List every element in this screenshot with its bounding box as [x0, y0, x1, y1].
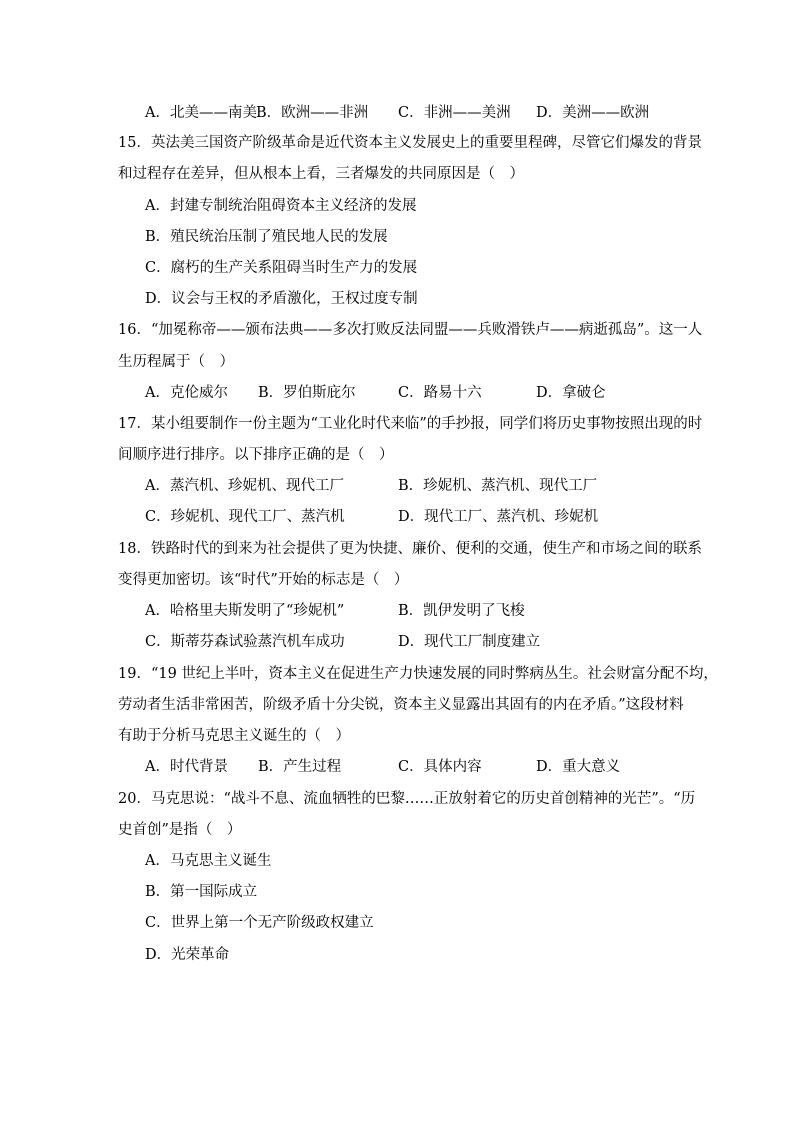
question-stem: 19．“19 世纪上半叶，资本主义在促进生产力快速发展的同时弊病丛生。社会财富分配不均， [118, 666, 718, 682]
question-stem: 17．某小组要制作一份主题为“工业化时代来临”的手抄报，同学们将历史事物按照出现的时 [118, 416, 703, 432]
question-stem: 有助于分析马克思主义诞生的（ ） [118, 728, 350, 744]
option-b: B．罗伯斯庇尔 [258, 385, 356, 401]
option-d: D．美洲——欧洲 [536, 105, 650, 121]
option-b: B．凯伊发明了飞梭 [398, 603, 525, 619]
question-stem: 劳动者生活非常困苦，阶级矛盾十分尖锐，资本主义显露出其固有的内在矛盾。”这段材料 [118, 697, 684, 713]
option-a: A．时代背景 [145, 759, 228, 775]
option-c: C．斯蒂芬森试验蒸汽机车成功 [145, 634, 345, 650]
option-b: B．第一国际成立 [145, 884, 258, 900]
option-a: A．克伦威尔 [145, 385, 228, 401]
option-d: D．现代工厂、蒸汽机、珍妮机 [398, 509, 599, 525]
option-d: D．光荣革命 [145, 947, 230, 963]
option-c: C．非洲——美洲 [398, 105, 511, 121]
question-stem: 20．马克思说：“战斗不息、流血牺牲的巴黎……正放射着它的历史首创精神的光芒”。“历 [118, 791, 696, 807]
option-c: C．世界上第一个无产阶级政权建立 [145, 915, 374, 931]
option-b: B．珍妮机、蒸汽机、现代工厂 [398, 478, 598, 494]
question-stem: 生历程属于（ ） [118, 354, 234, 370]
question-stem: 和过程存在差异，但从根本上看，三者爆发的共同原因是（ ） [118, 166, 524, 182]
option-a: A．哈格里夫斯发明了“珍妮机” [145, 603, 345, 619]
option-d: D．拿破仑 [536, 385, 606, 401]
option-d: D．现代工厂制度建立 [398, 634, 541, 650]
option-d: D．议会与王权的矛盾激化，王权过度专制 [145, 291, 418, 307]
option-c: C．珍妮机、现代工厂、蒸汽机 [145, 509, 345, 525]
question-stem: 18．铁路时代的到来为社会提供了更为快捷、廉价、便利的交通，使生产和市场之间的联系 [118, 541, 702, 557]
option-a: A．蒸汽机、珍妮机、现代工厂 [145, 478, 344, 494]
option-b: B．产生过程 [258, 759, 342, 775]
option-d: D．重大意义 [536, 759, 621, 775]
option-c: C．路易十六 [398, 385, 482, 401]
option-c: C．腐朽的生产关系阻碍当时生产力的发展 [145, 260, 418, 276]
question-stem: 变得更加密切。该“时代”开始的标志是（ ） [118, 572, 409, 588]
question-stem: 间顺序进行排序。以下排序正确的是（ ） [118, 447, 394, 463]
option-a: A．马克思主义诞生 [145, 853, 272, 869]
question-stem: 史首创”是指（ ） [118, 822, 242, 838]
option-a: A．封建专制统治阻碍资本主义经济的发展 [145, 198, 417, 214]
option-b: B．殖民统治压制了殖民地人民的发展 [145, 229, 388, 245]
question-stem: 15．英法美三国资产阶级革命是近代资本主义发展史上的重要里程碑，尽管它们爆发的背景 [118, 135, 702, 151]
option-c: C．具体内容 [398, 759, 482, 775]
option-a: A．北美——南美 [145, 105, 257, 121]
option-b: B．欧洲——非洲 [256, 105, 369, 121]
question-stem: 16．“加冕称帝——颁布法典——多次打败反法同盟——兵败滑铁卢——病逝孤岛”。这一人 [118, 322, 703, 338]
